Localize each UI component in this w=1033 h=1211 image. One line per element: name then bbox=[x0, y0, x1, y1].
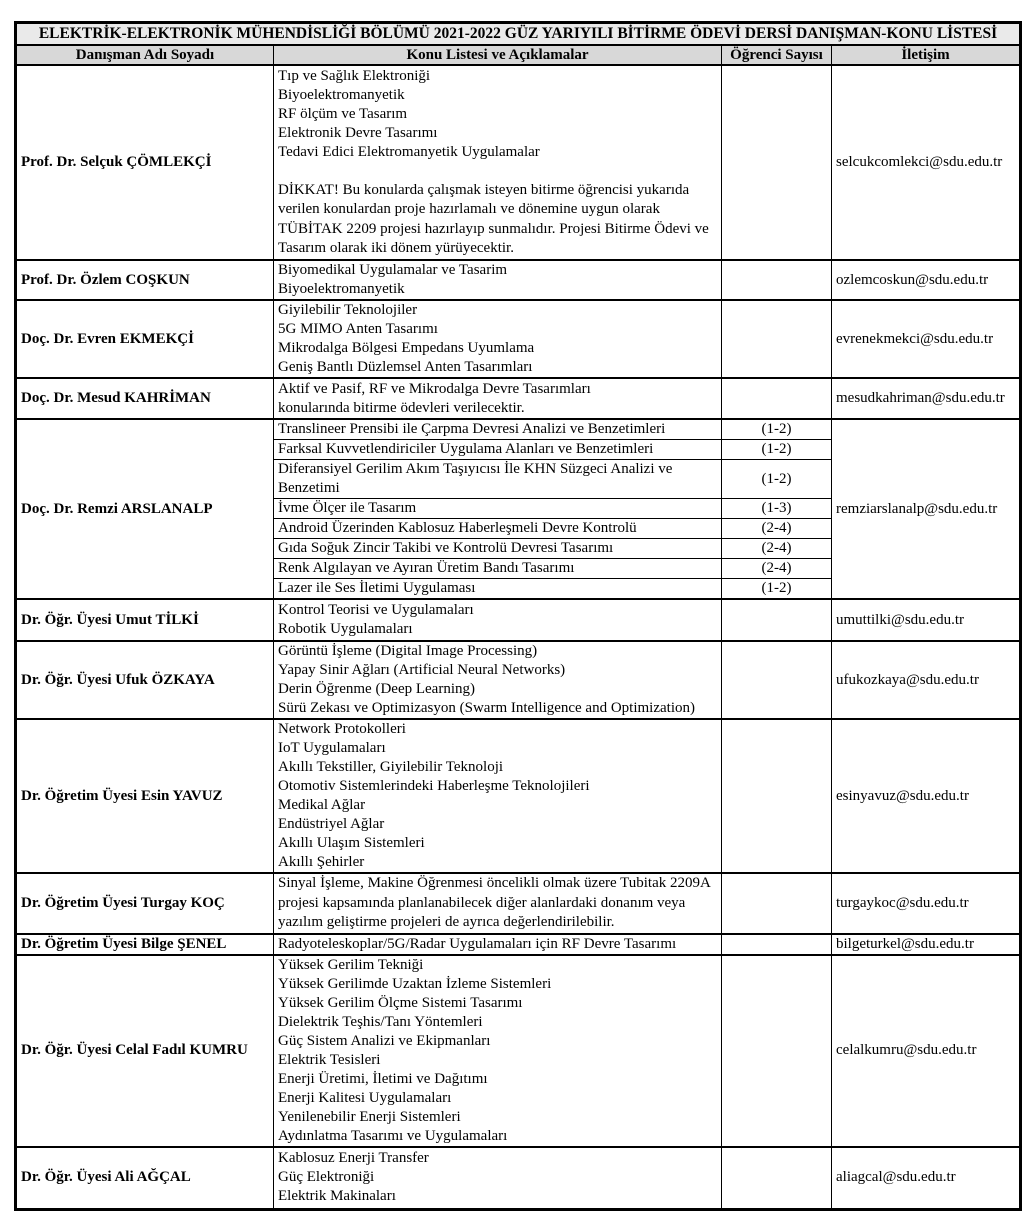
topic-line: Robotik Uygulamaları bbox=[278, 621, 413, 637]
topics-cell bbox=[274, 65, 722, 260]
advisor-row bbox=[16, 719, 1021, 873]
topic-line: Endüstriyel Ağlar bbox=[278, 816, 385, 832]
topic-line: Görüntü İşleme (Digital Image Processing) bbox=[278, 643, 538, 659]
topic-line: Elektrik Makinaları bbox=[278, 1188, 396, 1205]
student-count: (1-2) bbox=[722, 460, 832, 499]
advisor-note: Sinyal İşleme, Makine Öğrenmesi öncelikli olmak üzere Tubitak 2209A projesi kapsamında planlanabilecek diğer alanlardaki donanım veya yazılım geliştirme projeleri de ayrıca değerlendirilebilir. bbox=[278, 875, 711, 930]
subtopic-cell bbox=[274, 499, 722, 519]
advisor-name: Dr. Öğr. Üyesi Ali AĞÇAL bbox=[16, 1147, 274, 1210]
topic-line: Lazer ile Ses İletimi Uygulaması bbox=[278, 580, 476, 596]
subtopic-cell bbox=[274, 460, 722, 499]
advisor-name: Doç. Dr. Remzi ARSLANALP bbox=[16, 419, 274, 599]
topic-line: Geniş Bantlı Düzlemsel Anten Tasarımları bbox=[278, 359, 533, 375]
student-count: (1-3) bbox=[722, 499, 832, 519]
advisor-row bbox=[16, 65, 1021, 260]
advisor-name: Dr. Öğretim Üyesi Bilge ŞENEL bbox=[16, 934, 274, 955]
topic-line: Farksal Kuvvetlendiriciler Uygulama Alanları ve Benzetimleri bbox=[278, 441, 654, 457]
subtopic-cell bbox=[274, 539, 722, 559]
topic-line: Radyoteleskoplar/5G/Radar Uygulamaları için RF Devre Tasarımı bbox=[278, 935, 677, 952]
student-count: (1-2) bbox=[722, 440, 832, 460]
topic-line: Enerji Kalitesi Uygulamaları bbox=[278, 1089, 452, 1106]
topics-cell bbox=[274, 955, 722, 1147]
topic-line: Güç Elektroniği bbox=[278, 1169, 375, 1186]
student-count bbox=[722, 378, 832, 419]
topic-line: Network Protokolleri bbox=[278, 721, 406, 737]
student-count bbox=[722, 1147, 832, 1210]
contact-email: aliagcal@sdu.edu.tr bbox=[832, 1147, 1021, 1210]
subtopic-cell bbox=[274, 419, 722, 440]
advisor-row bbox=[16, 1147, 1021, 1210]
contact-email: selcukcomlekci@sdu.edu.tr bbox=[832, 65, 1021, 260]
advisor-name: Doç. Dr. Evren EKMEKÇİ bbox=[16, 300, 274, 378]
topic-line: konularında bitirme ödevleri verilecektir. bbox=[278, 399, 525, 416]
topic-line: Mikrodalga Bölgesi Empedans Uyumlama bbox=[278, 340, 535, 356]
topic-line: Akıllı Tekstiller, Giyilebilir Teknoloji bbox=[278, 759, 504, 775]
topic-line: Yenilenebilir Enerji Sistemleri bbox=[278, 1108, 461, 1125]
topic-line: Kablosuz Enerji Transfer bbox=[278, 1150, 429, 1167]
student-count: (1-2) bbox=[722, 579, 832, 600]
topic-line: Yüksek Gerilimde Uzaktan İzleme Sistemleri bbox=[278, 975, 552, 992]
advisor-row bbox=[16, 378, 1021, 419]
topic-line: Biyomedikal Uygulamalar ve Tasarim bbox=[278, 262, 508, 278]
topic-line: Translineer Prensibi ile Çarpma Devresi Analizi ve Benzetimleri bbox=[278, 421, 666, 437]
contact-email: umuttilki@sdu.edu.tr bbox=[832, 599, 1021, 641]
student-count bbox=[722, 719, 832, 873]
topic-line: Derin Öğrenme (Deep Learning) bbox=[278, 681, 475, 697]
contact-email: ozlemcoskun@sdu.edu.tr bbox=[832, 260, 1021, 300]
topics-cell bbox=[274, 378, 722, 419]
student-count: (1-2) bbox=[722, 419, 832, 440]
topic-line: Elektrik Tesisleri bbox=[278, 1051, 381, 1068]
column-header-topics: Konu Listesi ve Açıklamalar bbox=[274, 45, 722, 65]
student-count bbox=[722, 599, 832, 641]
topic-line: Renk Algılayan ve Ayıran Üretim Bandı Tasarımı bbox=[278, 560, 575, 576]
subtopic-cell bbox=[274, 519, 722, 539]
student-count: (2-4) bbox=[722, 559, 832, 579]
blank-line bbox=[278, 162, 717, 181]
subtopic-cell bbox=[274, 579, 722, 600]
topic-line: Diferansiyel Gerilim Akım Taşıyıcısı İle KHN Süzgeci Analizi ve Benzetimi bbox=[278, 461, 673, 496]
topics-cell bbox=[274, 260, 722, 300]
topic-line: Biyoelektromanyetik bbox=[278, 281, 405, 297]
page-title: ELEKTRİK-ELEKTRONİK MÜHENDİSLİĞİ BÖLÜMÜ 2021-2022 GÜZ YARIYILI BİTİRME ÖDEVİ DERSİ DANIŞMAN-KONU LİSTESİ bbox=[16, 23, 1021, 46]
advisor-name: Doç. Dr. Mesud KAHRİMAN bbox=[16, 378, 274, 419]
topic-line: Biyoelektromanyetik bbox=[278, 86, 405, 103]
topic-line: Giyilebilir Teknolojiler bbox=[278, 302, 418, 318]
topic-line: Aydınlatma Tasarımı ve Uygulamaları bbox=[278, 1127, 508, 1144]
topics-cell bbox=[274, 934, 722, 955]
topic-line: Tedavi Edici Elektromanyetik Uygulamalar bbox=[278, 143, 540, 160]
advisor-row bbox=[16, 419, 1021, 440]
student-count bbox=[722, 65, 832, 260]
advisor-row bbox=[16, 599, 1021, 641]
advisor-name: Dr. Öğretim Üyesi Esin YAVUZ bbox=[16, 719, 274, 873]
advisor-name: Dr. Öğretim Üyesi Turgay KOÇ bbox=[16, 873, 274, 934]
student-count bbox=[722, 300, 832, 378]
topic-line: İvme Ölçer ile Tasarım bbox=[278, 500, 417, 516]
topic-line: Enerji Üretimi, İletimi ve Dağıtımı bbox=[278, 1070, 488, 1087]
topics-cell bbox=[274, 719, 722, 873]
topic-line: Güç Sistem Analizi ve Ekipmanları bbox=[278, 1032, 491, 1049]
topics-cell bbox=[274, 300, 722, 378]
student-count bbox=[722, 260, 832, 300]
contact-email: celalkumru@sdu.edu.tr bbox=[832, 955, 1021, 1147]
student-count bbox=[722, 873, 832, 934]
topic-line: Dielektrik Teşhis/Tanı Yöntemleri bbox=[278, 1013, 483, 1030]
advisor-row bbox=[16, 934, 1021, 955]
contact-email: esinyavuz@sdu.edu.tr bbox=[832, 719, 1021, 873]
topic-line: 5G MIMO Anten Tasarımı bbox=[278, 321, 438, 337]
topic-line: Yapay Sinir Ağları (Artificial Neural Networks) bbox=[278, 662, 566, 678]
column-header-advisor: Danışman Adı Soyadı bbox=[16, 45, 274, 65]
subtopic-cell bbox=[274, 559, 722, 579]
topic-line: Akıllı Ulaşım Sistemleri bbox=[278, 835, 425, 851]
topic-line: IoT Uygulamaları bbox=[278, 740, 386, 756]
student-count bbox=[722, 934, 832, 955]
topics-cell bbox=[274, 641, 722, 719]
topic-line: Kontrol Teorisi ve Uygulamaları bbox=[278, 602, 474, 618]
topics-cell bbox=[274, 599, 722, 641]
topic-line: Akıllı Şehirler bbox=[278, 854, 365, 870]
advisor-name: Dr. Öğr. Üyesi Umut TİLKİ bbox=[16, 599, 274, 641]
advisor-name: Prof. Dr. Selçuk ÇÖMLEKÇİ bbox=[16, 65, 274, 260]
student-count bbox=[722, 955, 832, 1147]
contact-email: ufukozkaya@sdu.edu.tr bbox=[832, 641, 1021, 719]
advisor-row bbox=[16, 260, 1021, 300]
topic-line: Yüksek Gerilim Tekniği bbox=[278, 956, 424, 973]
advisor-name: Dr. Öğr. Üyesi Celal Fadıl KUMRU bbox=[16, 955, 274, 1147]
topic-line: Sürü Zekası ve Optimizasyon (Swarm Intelligence and Optimization) bbox=[278, 700, 695, 716]
advisor-note: DİKKAT! Bu konularda çalışmak isteyen bitirme öğrencisi yukarıda verilen konulardan proje hazırlamalı ve dönemine uygun olarak TÜBİTAK 2209 projesi hazırlayıp sunmalıdır. Projesi Bitirme Ödevi ve Tasarım olarak iki dönem yürüyecektir. bbox=[278, 181, 709, 256]
topic-line: Yüksek Gerilim Ölçme Sistemi Tasarımı bbox=[278, 994, 523, 1011]
topics-cell bbox=[274, 873, 722, 934]
advisor-row bbox=[16, 300, 1021, 378]
student-count: (2-4) bbox=[722, 539, 832, 559]
contact-email: remziarslanalp@sdu.edu.tr bbox=[832, 419, 1021, 599]
student-count: (2-4) bbox=[722, 519, 832, 539]
advisor-row bbox=[16, 641, 1021, 719]
advisor-topic-table bbox=[14, 21, 1022, 1211]
column-header-student-count: Öğrenci Sayısı bbox=[722, 45, 832, 65]
advisor-name: Dr. Öğr. Üyesi Ufuk ÖZKAYA bbox=[16, 641, 274, 719]
topic-line: Medikal Ağlar bbox=[278, 797, 366, 813]
topic-line: Android Üzerinden Kablosuz Haberleşmeli Devre Kontrolü bbox=[278, 520, 637, 536]
contact-email: evrenekmekci@sdu.edu.tr bbox=[832, 300, 1021, 378]
topic-line: Gıda Soğuk Zincir Takibi ve Kontrolü Devresi Tasarımı bbox=[278, 540, 614, 556]
subtopic-cell bbox=[274, 440, 722, 460]
contact-email: turgaykoc@sdu.edu.tr bbox=[832, 873, 1021, 934]
column-header-row bbox=[16, 45, 1021, 65]
advisor-row bbox=[16, 955, 1021, 1147]
advisor-row bbox=[16, 873, 1021, 934]
topic-line: Aktif ve Pasif, RF ve Mikrodalga Devre Tasarımları bbox=[278, 380, 591, 397]
topic-line: Otomotiv Sistemlerindeki Haberleşme Teknolojileri bbox=[278, 778, 590, 794]
contact-email: mesudkahriman@sdu.edu.tr bbox=[832, 378, 1021, 419]
topic-line: Tıp ve Sağlık Elektroniği bbox=[278, 67, 431, 84]
topic-line: RF ölçüm ve Tasarım bbox=[278, 105, 408, 122]
student-count bbox=[722, 641, 832, 719]
topic-line: Elektronik Devre Tasarımı bbox=[278, 124, 438, 141]
contact-email: bilgeturkel@sdu.edu.tr bbox=[832, 934, 1021, 955]
column-header-contact: İletişim bbox=[832, 45, 1021, 65]
topics-cell bbox=[274, 1147, 722, 1210]
title-row bbox=[16, 23, 1021, 46]
advisor-name: Prof. Dr. Özlem COŞKUN bbox=[16, 260, 274, 300]
